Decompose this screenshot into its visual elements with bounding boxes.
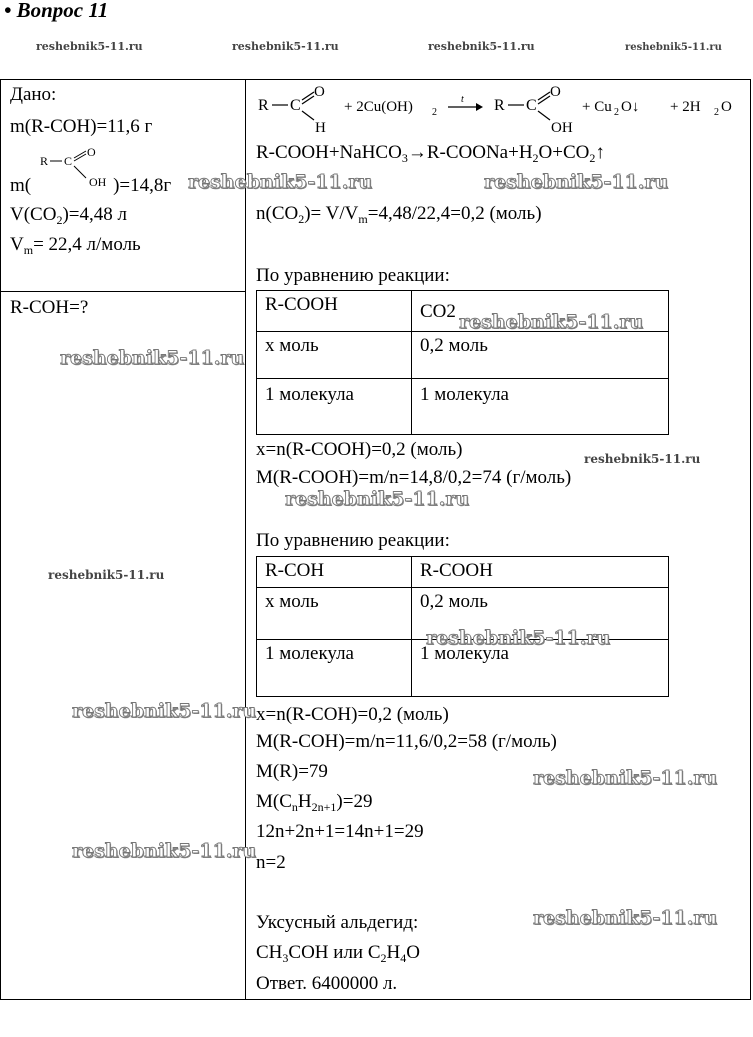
watermark: reshebnik5-11.ru: [72, 700, 257, 722]
carboxylic-acid-structure: [36, 146, 126, 194]
watermark: reshebnik5-11.ru: [60, 347, 245, 369]
equation-n: 12n+2n+1=14n+1=29: [256, 821, 424, 842]
aldehyde-name: Уксусный альдегид:: [256, 912, 419, 933]
svg-text:C: C: [290, 97, 301, 114]
table-cell: 1 молекула: [412, 640, 669, 697]
answer: Ответ. 6400000 л.: [256, 973, 398, 994]
moles-co2: $n(CO_2)= V/V_m=4,48/22,4=0,2$ (моль): [256, 203, 542, 226]
row-divider: [0, 291, 246, 292]
table-cell: 1 молекула: [257, 640, 412, 697]
table-cell: 1 молекула: [412, 379, 669, 435]
table-cell: х моль: [257, 332, 412, 379]
svg-text:OH: OH: [89, 175, 107, 189]
table-cell: 0,2 моль: [412, 588, 669, 640]
molar-mass-alkyl: $M(C_nH_{2n+1})=29$: [256, 791, 373, 814]
given-volume-co2: $V(CO_2)=4,48$ л: [10, 204, 127, 227]
svg-text:R: R: [258, 97, 269, 114]
table-cell: R-COOH: [257, 291, 412, 332]
question-heading: • Вопрос 11: [4, 0, 109, 22]
reaction-with-bicarbonate: $R-COOH+NaHCO_3\to R-COONa+H_2O+CO_2↑$: [256, 142, 605, 165]
given-mass-aldehyde: m(R-COH)=11,6 г: [10, 116, 153, 137]
watermark: reshebnik5-11.ru: [188, 171, 373, 193]
svg-text:O↓: O↓: [621, 99, 640, 115]
watermark: reshebnik5-11.ru: [426, 627, 611, 649]
molar-mass-acid: M(R-COOH)=m/n=14,8/0,2=74 (г/моль): [256, 467, 572, 488]
svg-text:O: O: [721, 99, 732, 115]
watermark: reshebnik5-11.ru: [533, 767, 718, 789]
molar-mass-aldehyde: M(R-COH)=m/n=11,6/0,2=58 (г/моль): [256, 731, 557, 752]
watermark: reshebnik5-11.ru: [36, 40, 143, 53]
table-cell: 0,2 моль: [412, 332, 669, 379]
watermark: reshebnik5-11.ru: [533, 907, 718, 929]
svg-text:H: H: [315, 120, 326, 136]
svg-text:OH: OH: [551, 120, 573, 136]
svg-text:C: C: [64, 154, 73, 168]
table-cell: R-COH: [257, 557, 412, 588]
watermark: reshebnik5-11.ru: [48, 568, 165, 582]
svg-text:2: 2: [432, 107, 437, 118]
svg-text:2: 2: [614, 107, 619, 118]
by-equation-label-2: По уравнению реакции:: [256, 530, 450, 551]
svg-text:O: O: [550, 84, 561, 100]
watermark: reshebnik5-11.ru: [72, 840, 257, 862]
svg-text:R: R: [40, 154, 49, 168]
svg-text:O: O: [87, 146, 96, 159]
svg-text:C: C: [526, 97, 537, 114]
moles-acid: x=n(R-COOH)=0,2 (моль): [256, 439, 463, 460]
moles-aldehyde: x=n(R-COH)=0,2 (моль): [256, 704, 449, 725]
find-label: R-COH=?: [10, 297, 89, 318]
table-cell: R-COOH: [412, 557, 669, 588]
watermark: reshebnik5-11.ru: [428, 40, 535, 53]
watermark: reshebnik5-11.ru: [285, 488, 470, 510]
watermark: reshebnik5-11.ru: [459, 311, 644, 333]
watermark: reshebnik5-11.ru: [232, 40, 339, 53]
table-cell: 1 молекула: [257, 379, 412, 435]
watermark: reshebnik5-11.ru: [484, 171, 669, 193]
oxidation-reaction: [252, 84, 747, 136]
n-value: n=2: [256, 852, 286, 873]
given-title: Дано:: [10, 84, 57, 105]
given-molar-volume: $V_m= 22,4$ л/моль: [10, 234, 141, 257]
svg-text:+ 2H: + 2H: [670, 99, 701, 115]
svg-text:2: 2: [714, 107, 719, 118]
svg-text:+ 2Cu(OH): + 2Cu(OH): [344, 99, 413, 115]
molar-mass-radical: M(R)=79: [256, 761, 328, 782]
svg-text:O: O: [314, 84, 325, 100]
aldehyde-formula: $CH_3COH$ или $C_2H_4O$: [256, 942, 420, 965]
by-equation-label-1: По уравнению реакции:: [256, 265, 450, 286]
svg-text:+ Cu: + Cu: [582, 99, 612, 115]
svg-text:t: t: [461, 94, 464, 105]
given-mass-acid: m( )=14,8г: [10, 175, 172, 196]
svg-text:R: R: [494, 97, 505, 114]
watermark: reshebnik5-11.ru: [625, 42, 722, 53]
table-cell: CO2: [412, 291, 669, 332]
watermark: reshebnik5-11.ru: [584, 452, 701, 466]
table-cell: х моль: [257, 588, 412, 640]
